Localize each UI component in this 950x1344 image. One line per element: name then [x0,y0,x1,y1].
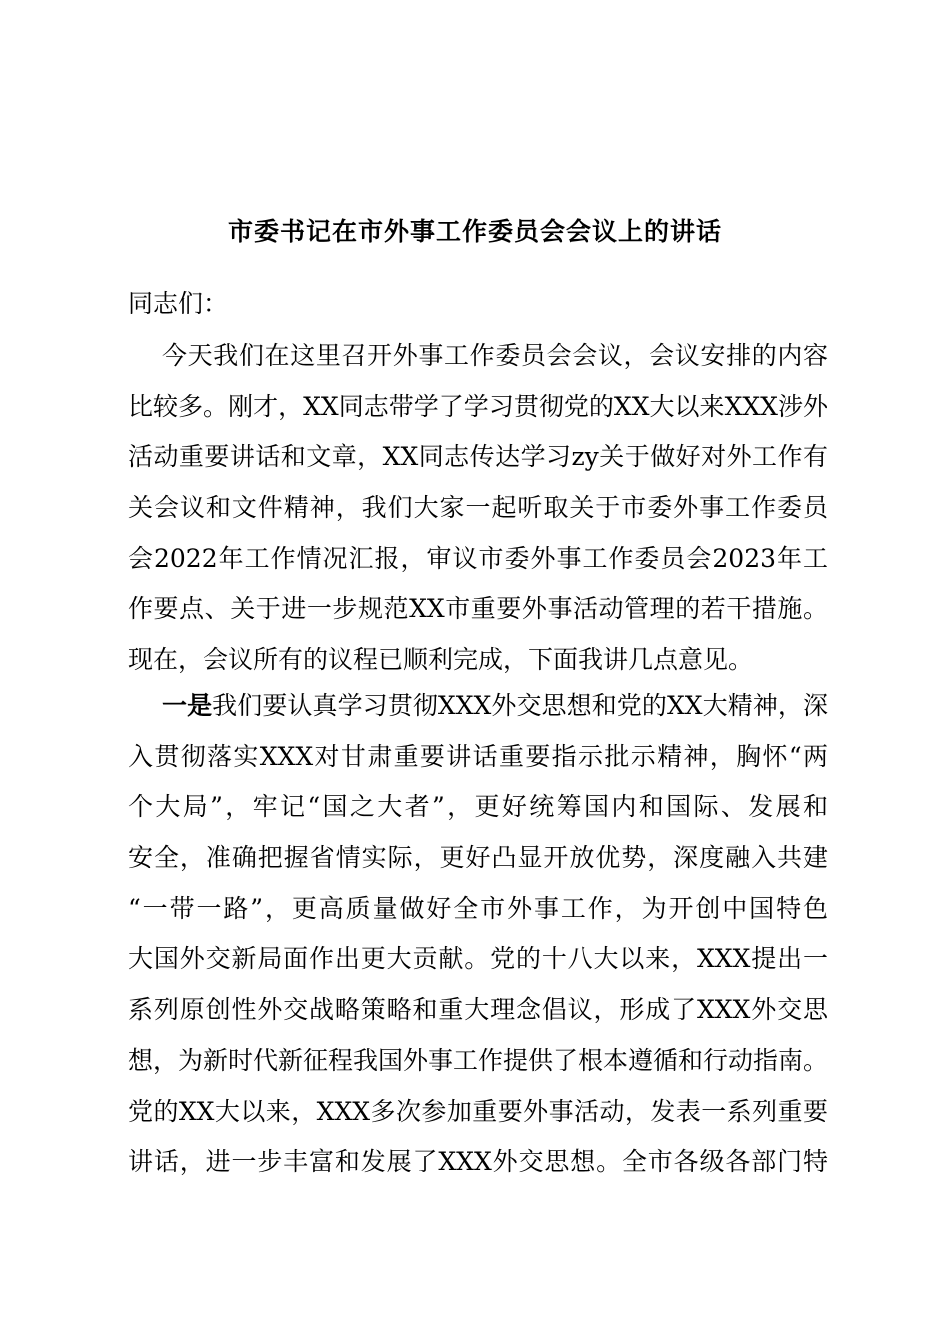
paragraph-2 [128,681,828,1188]
paragraph-line: 会2022年工作情况汇报，审议市委外事工作委员会2023年工 [128,543,828,573]
paragraph-first-line-text: 我们要认真学习贯彻XXX外交思想和党的XX大精神，深 [212,691,828,720]
paragraph-1 [128,331,828,686]
paragraph-line: 现在，会议所有的议程已顺利完成，下面我讲几点意见。 [128,645,754,675]
paragraph-line: 大国外交新局面作出更大贡献。党的十八大以来，XXX提出一 [128,944,828,974]
salutation: 同志们： [128,289,229,318]
paragraph-line [128,681,828,732]
paragraph-line: 想，为新时代新征程我国外事工作提供了根本遵循和行动指南。 [128,1045,829,1075]
paragraph-line: 关会议和文件精神，我们大家一起听取关于市委外事工作委员 [128,493,828,523]
paragraph-line: 比较多。刚才，XX同志带学了学习贯彻党的XX大以来XXX涉外 [128,391,828,421]
paragraph-line: 党的XX大以来，XXX多次参加重要外事活动，发表一系列重要 [128,1096,828,1126]
paragraph-line: “一带一路”，更高质量做好全市外事工作，为开创中国特色 [128,893,828,923]
paragraph-line: 活动重要讲话和文章，XX同志传达学习zy关于做好对外工作有 [128,442,828,472]
paragraph-line: 作要点、关于进一步规范XX市重要外事活动管理的若干措施。 [128,594,828,624]
paragraph-line: 系列原创性外交战略策略和重大理念倡议，形成了XXX外交思 [128,995,828,1025]
paragraph-line: 入贯彻落实XXX对甘肃重要讲话重要指示批示精神，胸怀“两 [128,741,828,771]
paragraph-line: 个大局”，牢记“国之大者”，更好统筹国内和国际、发展和 [128,792,828,822]
paragraph-lead: 一是 [162,691,213,720]
paragraph-line: 讲话，进一步丰富和发展了XXX外交思想。全市各级各部门特 [128,1147,828,1177]
document-title: 市委书记在市外事工作委员会会议上的讲话 [227,217,722,246]
paragraph-line: 今天我们在这里召开外事工作委员会会议，会议安排的内容 [162,341,828,370]
paragraph-line: 安全，准确把握省情实际，更好凸显开放优势，深度融入共建 [128,843,828,873]
